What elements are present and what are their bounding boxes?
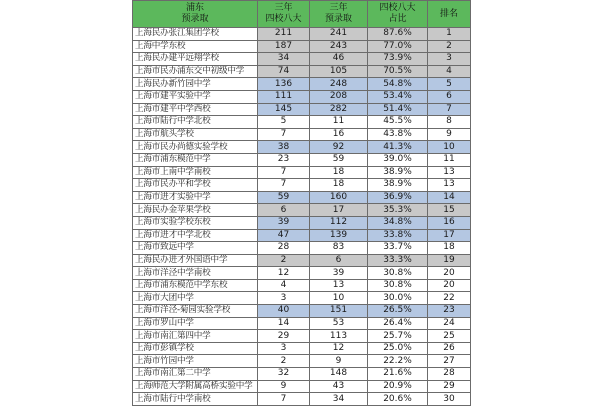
- admitted-count-cell: 160: [310, 191, 368, 204]
- admitted-count-cell: 243: [310, 40, 368, 53]
- ranking-table-container: [132, 0, 470, 404]
- table-row: [133, 279, 471, 292]
- ratio-cell: 38.9%: [368, 166, 428, 179]
- admitted-count-cell: 248: [310, 78, 368, 91]
- table-row: [133, 380, 471, 393]
- ranking-table: [132, 0, 471, 406]
- ratio-cell: 87.6%: [368, 28, 428, 41]
- admitted-count-cell: 105: [310, 65, 368, 78]
- table-row: [133, 191, 471, 204]
- admitted-count-cell: 46: [310, 53, 368, 66]
- rank-cell: 28: [428, 368, 471, 381]
- top-count-cell: 9: [258, 380, 310, 393]
- top-count-cell: 5: [258, 116, 310, 129]
- rank-cell: 24: [428, 317, 471, 330]
- rank-cell: 15: [428, 204, 471, 217]
- top-count-cell: 7: [258, 179, 310, 192]
- admitted-count-cell: 11: [310, 116, 368, 129]
- table-row: [133, 305, 471, 318]
- table-row: [133, 40, 471, 53]
- admitted-count-cell: 83: [310, 242, 368, 255]
- admitted-count-cell: 34: [310, 393, 368, 406]
- ratio-cell: 26.5%: [368, 305, 428, 318]
- ratio-cell: 25.0%: [368, 342, 428, 355]
- top-count-cell: 34: [258, 53, 310, 66]
- rank-cell: 3: [428, 53, 471, 66]
- school-name-cell: 上海市浦东模范中学东校: [133, 279, 258, 292]
- ratio-cell: 45.5%: [368, 116, 428, 129]
- school-name-cell: 上海市罗山中学: [133, 317, 258, 330]
- rank-cell: 23: [428, 305, 471, 318]
- ratio-cell: 26.4%: [368, 317, 428, 330]
- top-count-cell: 187: [258, 40, 310, 53]
- rank-cell: 11: [428, 153, 471, 166]
- header-school: 浦东 预录取: [133, 1, 258, 28]
- top-count-cell: 136: [258, 78, 310, 91]
- school-name-cell: 上海市竹园中学: [133, 355, 258, 368]
- top-count-cell: 14: [258, 317, 310, 330]
- rank-cell: 5: [428, 78, 471, 91]
- school-name-cell: 上海市洋泾-菊园实验学校: [133, 305, 258, 318]
- top-count-cell: 38: [258, 141, 310, 154]
- school-name-cell: 上海市南汇第二中学: [133, 368, 258, 381]
- top-count-cell: 7: [258, 393, 310, 406]
- admitted-count-cell: 59: [310, 153, 368, 166]
- admitted-count-cell: 148: [310, 368, 368, 381]
- school-name-cell: 上海师范大学附属高桥实验中学: [133, 380, 258, 393]
- table-row: [133, 78, 471, 91]
- school-name-cell: 上海民办张江集团学校: [133, 28, 258, 41]
- admitted-count-cell: 113: [310, 330, 368, 343]
- table-row: [133, 216, 471, 229]
- top-count-cell: 7: [258, 166, 310, 179]
- admitted-count-cell: 151: [310, 305, 368, 318]
- rank-cell: 20: [428, 267, 471, 280]
- table-row: [133, 141, 471, 154]
- admitted-count-cell: 6: [310, 254, 368, 267]
- admitted-count-cell: 13: [310, 279, 368, 292]
- ratio-cell: 22.2%: [368, 355, 428, 368]
- top-count-cell: 29: [258, 330, 310, 343]
- top-count-cell: 40: [258, 305, 310, 318]
- rank-cell: 17: [428, 229, 471, 242]
- rank-cell: 13: [428, 179, 471, 192]
- top-count-cell: 32: [258, 368, 310, 381]
- ratio-cell: 36.9%: [368, 191, 428, 204]
- table-row: [133, 166, 471, 179]
- admitted-count-cell: 43: [310, 380, 368, 393]
- table-row: [133, 242, 471, 255]
- rank-cell: 20: [428, 279, 471, 292]
- school-name-cell: 上海市民办尚德实验学校: [133, 141, 258, 154]
- ratio-cell: 33.3%: [368, 254, 428, 267]
- table-row: [133, 53, 471, 66]
- rank-cell: 30: [428, 393, 471, 406]
- ratio-cell: 73.9%: [368, 53, 428, 66]
- table-row: [133, 65, 471, 78]
- school-name-cell: 上海民办金苹果学校: [133, 204, 258, 217]
- table-row: [133, 128, 471, 141]
- ratio-cell: 41.3%: [368, 141, 428, 154]
- rank-cell: 8: [428, 116, 471, 129]
- school-name-cell: 上海市建平中学西校: [133, 103, 258, 116]
- ratio-cell: 54.8%: [368, 78, 428, 91]
- top-count-cell: 2: [258, 355, 310, 368]
- rank-cell: 22: [428, 292, 471, 305]
- admitted-count-cell: 112: [310, 216, 368, 229]
- top-count-cell: 145: [258, 103, 310, 116]
- rank-cell: 10: [428, 141, 471, 154]
- ratio-cell: 70.5%: [368, 65, 428, 78]
- ratio-cell: 33.7%: [368, 242, 428, 255]
- admitted-count-cell: 139: [310, 229, 368, 242]
- header-top-count: 三年 四校八大: [258, 1, 310, 28]
- school-name-cell: 上海民办进才外国语中学: [133, 254, 258, 267]
- top-count-cell: 211: [258, 28, 310, 41]
- school-name-cell: 上海市致远中学: [133, 242, 258, 255]
- rank-cell: 16: [428, 216, 471, 229]
- table-row: [133, 229, 471, 242]
- top-count-cell: 59: [258, 191, 310, 204]
- rank-cell: 27: [428, 355, 471, 368]
- ratio-cell: 77.0%: [368, 40, 428, 53]
- rank-cell: 13: [428, 166, 471, 179]
- school-name-cell: 上海中学东校: [133, 40, 258, 53]
- table-row: [133, 204, 471, 217]
- ratio-cell: 34.8%: [368, 216, 428, 229]
- rank-cell: 29: [428, 380, 471, 393]
- ratio-cell: 53.4%: [368, 90, 428, 103]
- header-ratio: 四校八大 占比: [368, 1, 428, 28]
- school-name-cell: 上海市实验学校东校: [133, 216, 258, 229]
- table-row: [133, 355, 471, 368]
- top-count-cell: 23: [258, 153, 310, 166]
- ratio-cell: 38.9%: [368, 179, 428, 192]
- table-row: [133, 368, 471, 381]
- rank-cell: 9: [428, 128, 471, 141]
- ratio-cell: 21.6%: [368, 368, 428, 381]
- school-name-cell: 上海民办新竹园中学: [133, 78, 258, 91]
- ratio-cell: 51.4%: [368, 103, 428, 116]
- top-count-cell: 6: [258, 204, 310, 217]
- top-count-cell: 47: [258, 229, 310, 242]
- school-name-cell: 上海市进才实验中学: [133, 191, 258, 204]
- top-count-cell: 12: [258, 267, 310, 280]
- table-row: [133, 153, 471, 166]
- table-row: [133, 292, 471, 305]
- school-name-cell: 上海市民办平和学校: [133, 179, 258, 192]
- ratio-cell: 30.8%: [368, 267, 428, 280]
- school-name-cell: 上海市进才中学北校: [133, 229, 258, 242]
- ratio-cell: 35.3%: [368, 204, 428, 217]
- admitted-count-cell: 39: [310, 267, 368, 280]
- top-count-cell: 2: [258, 254, 310, 267]
- top-count-cell: 3: [258, 342, 310, 355]
- school-name-cell: 上海市彭镇学校: [133, 342, 258, 355]
- rank-cell: 18: [428, 242, 471, 255]
- table-row: [133, 330, 471, 343]
- admitted-count-cell: 17: [310, 204, 368, 217]
- table-row: [133, 254, 471, 267]
- rank-cell: 4: [428, 65, 471, 78]
- header-admitted-count: 三年 预录取: [310, 1, 368, 28]
- rank-cell: 25: [428, 330, 471, 343]
- table-row: [133, 28, 471, 41]
- rank-cell: 2: [428, 40, 471, 53]
- admitted-count-cell: 18: [310, 179, 368, 192]
- table-row: [133, 393, 471, 406]
- rank-cell: 1: [428, 28, 471, 41]
- header-row: [133, 1, 471, 28]
- table-row: [133, 317, 471, 330]
- school-name-cell: 上海市陆行中学北校: [133, 116, 258, 129]
- top-count-cell: 7: [258, 128, 310, 141]
- ratio-cell: 25.7%: [368, 330, 428, 343]
- ratio-cell: 20.9%: [368, 380, 428, 393]
- rank-cell: 14: [428, 191, 471, 204]
- school-name-cell: 上海市民办浦东交中初级中学: [133, 65, 258, 78]
- table-row: [133, 179, 471, 192]
- school-name-cell: 上海市航头学校: [133, 128, 258, 141]
- school-name-cell: 上海市南汇第四中学: [133, 330, 258, 343]
- table-row: [133, 116, 471, 129]
- admitted-count-cell: 9: [310, 355, 368, 368]
- rank-cell: 19: [428, 254, 471, 267]
- school-name-cell: 上海市洋泾中学南校: [133, 267, 258, 280]
- table-row: [133, 267, 471, 280]
- admitted-count-cell: 12: [310, 342, 368, 355]
- school-name-cell: 上海市建平实验中学: [133, 90, 258, 103]
- admitted-count-cell: 53: [310, 317, 368, 330]
- school-name-cell: 上海民办建平远翔学校: [133, 53, 258, 66]
- table-body: [133, 28, 471, 406]
- admitted-count-cell: 10: [310, 292, 368, 305]
- admitted-count-cell: 92: [310, 141, 368, 154]
- ratio-cell: 39.0%: [368, 153, 428, 166]
- table-row: [133, 103, 471, 116]
- school-name-cell: 上海市大团中学: [133, 292, 258, 305]
- top-count-cell: 3: [258, 292, 310, 305]
- rank-cell: 7: [428, 103, 471, 116]
- school-name-cell: 上海市陆行中学南校: [133, 393, 258, 406]
- ratio-cell: 30.8%: [368, 279, 428, 292]
- top-count-cell: 28: [258, 242, 310, 255]
- admitted-count-cell: 18: [310, 166, 368, 179]
- ratio-cell: 43.8%: [368, 128, 428, 141]
- school-name-cell: 上海市浦东模范中学: [133, 153, 258, 166]
- top-count-cell: 74: [258, 65, 310, 78]
- rank-cell: 6: [428, 90, 471, 103]
- admitted-count-cell: 208: [310, 90, 368, 103]
- table-row: [133, 90, 471, 103]
- ratio-cell: 20.6%: [368, 393, 428, 406]
- school-name-cell: 上海市上南中学南校: [133, 166, 258, 179]
- ratio-cell: 30.0%: [368, 292, 428, 305]
- top-count-cell: 111: [258, 90, 310, 103]
- rank-cell: 26: [428, 342, 471, 355]
- top-count-cell: 4: [258, 279, 310, 292]
- header-rank: 排名: [428, 1, 471, 28]
- table-row: [133, 342, 471, 355]
- admitted-count-cell: 282: [310, 103, 368, 116]
- top-count-cell: 39: [258, 216, 310, 229]
- admitted-count-cell: 241: [310, 28, 368, 41]
- admitted-count-cell: 16: [310, 128, 368, 141]
- ratio-cell: 33.8%: [368, 229, 428, 242]
